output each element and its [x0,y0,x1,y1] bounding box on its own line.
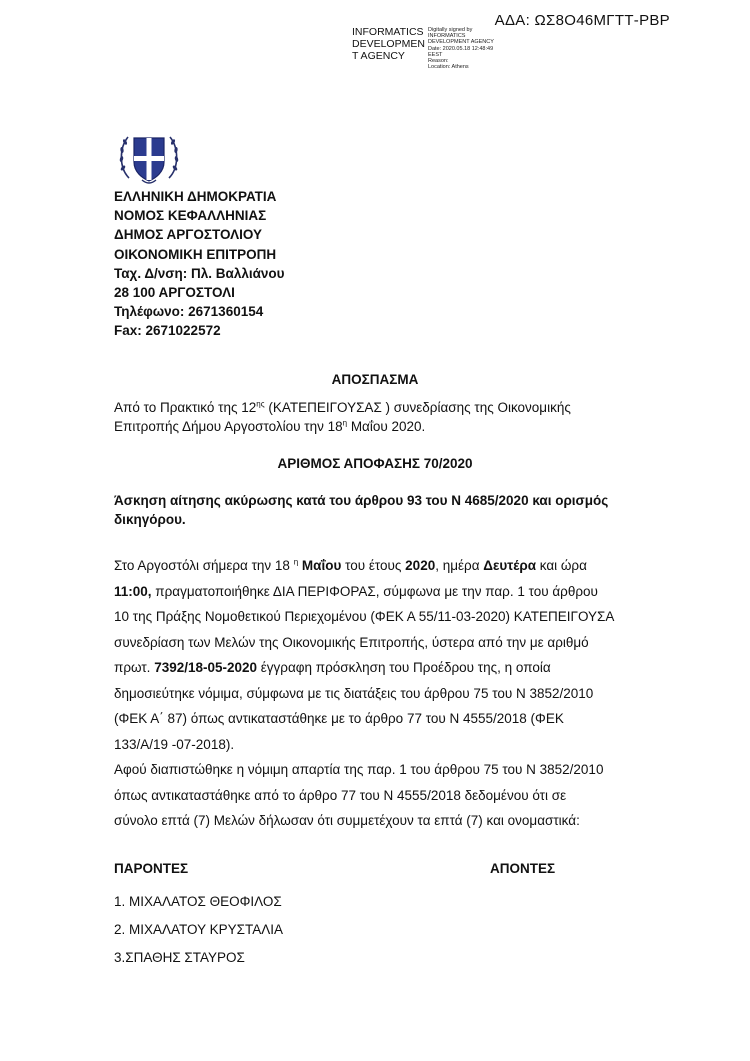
absent-header: ΑΠΟΝΤΕΣ [490,861,556,876]
intro-paragraph: Από το Πρακτικό της $12^{\eta\varsigma}$ (ΚΑΤΕΠΕΙΓΟΥΣΑΣ ) συνεδρίασης της Οικονομικής Επιτροπής Δήμου Αργοστολίου την $18^\eta$ Μαΐου 2020. [114,399,571,434]
present-header: ΠΑΡΟΝΤΕΣ [114,861,189,876]
body-paragraph: Στο Αργοστόλι σήμερα την 18 $^\eta$ Μαΐου του έτους 2020, ημέρα Δευτέρα και ώρα 11:00, πραγματοποιήθηκε ΔΙΑ ΠΕΡΙΦΟΡΑΣ, σύμφωνα με την παρ. 1 του άρθρου 10 της Πράξης Νομοθετικού Περιεχομένου (ΦΕΚ Α 55/11-03-2020) ΚΑΤΕΠΕΙΓΟΥΣΑ συνεδρίαση των Μελών της Οικονομικής Επιτροπής, ύστερα από την με αριθμό πρωτ. 7392/18-05-2020 έγγραφη πρόσκληση του Προέδρου της, η οποία δημοσιεύτηκε νόμιμα, σύμφωνα με τις διατάξεις του άρθρου 75 του Ν 3852/2010 (ΦΕΚ Α΄ 87) όπως αντικαταστάθηκε με το άρθρο 77 του Ν 4555/2018 (ΦΕΚ 133/Α/19 -07-2018). Αφού διαπιστώθηκε η νόμιμη απαρτία της παρ. 1 του άρθρου 75 του Ν 3852/2010 όπως αντικαταστάθηκε από το άρθρο 77 του Ν 4555/2018 δεδομένου ότι σε σύνολο επτά (7) Μελών δήλωσαν ότι συμμετέχουν τα επτά (7) και ονομαστικά: [114,557,615,828]
list-item: 2. ΜΙΧΑΛΑΤΟΥ ΚΡΥΣΤΑΛΙΑ [114,922,283,937]
document-title: ΑΠΟΣΠΑΣΜΑ [331,372,419,387]
list-item: 3.ΣΠΑΘΗΣ ΣΤΑΥΡΟΣ [114,950,245,965]
decision-subject: Άσκηση αίτησης ακύρωσης κατά του άρθρου 93 του Ν 4685/2020 και ορισμός δικηγόρου. [114,493,609,527]
signature-name: INFORMATICS DEVELOPMEN T AGENCY [352,26,425,62]
decision-number: ΑΡΙΘΜΟΣ ΑΠΟΦΑΣΗΣ 70/2020 [277,456,473,471]
greek-coat-of-arms-icon [118,128,180,186]
ada-code: ΑΔΑ: ΩΣ8Ο46ΜΓΤΤ-ΡΒΡ [494,12,670,29]
signature-details: Digitally signed by INFORMATICS DEVELOPMENT AGENCY Date: 2020.05.18 12:48:49 EEST Reason: Location: Athens [428,27,494,71]
digital-signature [352,26,494,70]
issuer-header: ΕΛΛΗΝΙΚΗ ΔΗΜΟΚΡΑΤΙΑ ΝΟΜΟΣ ΚΕΦΑΛΛΗΝΙΑΣ ΔΗΜΟΣ ΑΡΓΟΣΤΟΛΙΟΥ ΟΙΚΟΝΟΜΙΚΗ ΕΠΙΤΡΟΠΗ Ταχ. Δ/νση: Πλ. Βαλλιάνου 28 100 ΑΡΓΟΣΤΟΛΙ Τηλέφωνο: 2671360154 Fax: 2671022572 [114,189,285,339]
list-item: 1. ΜΙΧΑΛΑΤΟΣ ΘΕΟΦΙΛΟΣ [114,894,282,909]
present-list [114,888,283,972]
